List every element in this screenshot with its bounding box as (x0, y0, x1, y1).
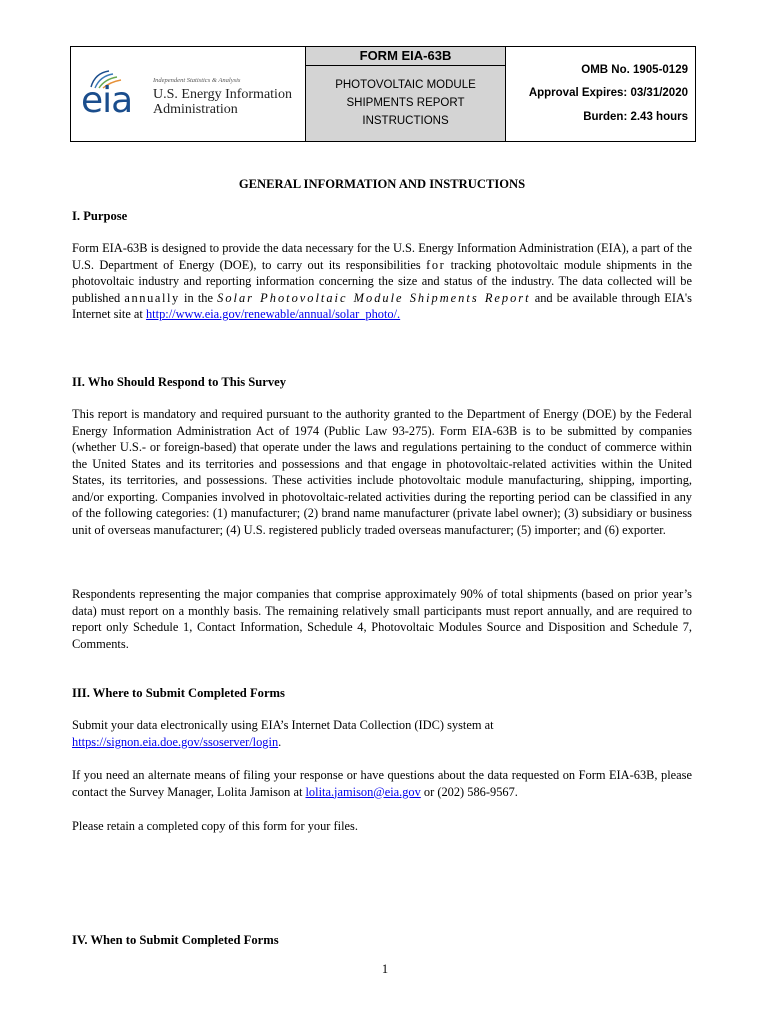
omb-number: OMB No. 1905-0129 (581, 64, 688, 76)
eia-logo (71, 47, 304, 141)
where-text: Submit your data electronically using EIA’s Internet Data Collection (IDC) system at (72, 718, 494, 732)
section-where-para-1 (72, 717, 692, 750)
where-period: . (278, 734, 282, 749)
section-purpose-heading: I. Purpose (72, 209, 128, 223)
page-title: GENERAL INFORMATION AND INSTRUCTIONS (238, 177, 526, 191)
omb-block (505, 47, 695, 141)
purpose-text-c: in the (179, 290, 218, 305)
section-who-para-2: Respondents representing the major companies that comprise approximately 90% of total shipments (based on prior year’s data) must report on a monthly basis. The remaining relatively small participants must report annually, and are required to report only Schedule 1, Contact Information, Schedule 4, Photovoltaic Modules Source and Disposition and Schedule 7, Comments. (72, 587, 692, 651)
purpose-text-annually: annually (124, 290, 180, 305)
agency-name (153, 77, 292, 117)
form-number: FORM EIA-63B (306, 47, 505, 66)
section-where-para-2 (72, 767, 692, 800)
page-number: 1 (381, 962, 389, 976)
burden: Burden: 2.43 hours (583, 111, 688, 123)
form-title-line-1: PHOTOVOLTAIC MODULE (335, 79, 476, 91)
section-who-heading: II. Who Should Respond to This Survey (72, 375, 287, 389)
agency-line-1: U.S. Energy Information (153, 87, 292, 102)
section-where-heading: III. Where to Submit Completed Forms (72, 686, 285, 700)
idc-login-link[interactable]: https://signon.eia.doe.gov/ssoserver/login (72, 734, 279, 749)
email-link[interactable]: lolita.jamison@eia.gov (305, 784, 421, 799)
section-where-para-3: Please retain a completed copy of this form for your files. (72, 819, 358, 833)
section-who-para-1: This report is mandatory and required pursuant to the authority granted to the Department of Energy (DOE) by the Federal Energy Information Administration Act of 1974 (Public Law 93-275). Form EIA-63B is to be submitted by companies (whether U.S.- or foreign-based) that operate under the laws and regulations pertaining to the conduct of commerce within the United States and its territories and possessions and that engage in photovoltaic-related activities within the United States, its territories, and possessions. These activities include photovoltaic module manufacturing, shipping, importing, and/or exporting. Companies involved in photovoltaic-related activities during the reporting period can be classified in any of the following categories: (1) manufacturer; (2) brand name manufacturer (private label owner); (3) subsidiary or business unit of overseas manufacturer; (4) U.S. registered publicly traded overseas manufacturer; (5) importer; and (6) exporter. (72, 407, 692, 537)
purpose-text-b: tracking photovoltaic module shipments in the photovoltaic industry and reporting information concerning the size and status of the industry. The data collected will be published (72, 257, 693, 305)
purpose-text-for: for (426, 257, 446, 272)
purpose-text-d: and be available through EIA's Internet site at (72, 290, 692, 321)
where-phone-text: or (202) 586-9567. (420, 784, 518, 799)
report-name: Solar Photovoltaic Module Shipments Report (217, 290, 531, 305)
where-contact-text: If you need an alternate means of filing your response or have questions about the data requested on Form EIA-63B, please contact the Survey Manager, Lolita Jamison at (72, 768, 692, 799)
approval-expires: Approval Expires: 03/31/2020 (528, 87, 688, 99)
purpose-text-a: Form EIA-63B is designed to provide the data necessary for the U.S. Energy Information Administration (EIA), a part of the U.S. Department of Energy (DOE), to carry out its responsibilities (72, 241, 692, 272)
solar-report-link[interactable]: http://www.eia.gov/renewable/annual/solar_photo/. (145, 307, 401, 321)
form-header (70, 46, 696, 142)
agency-tagline: Independent Statistics & Analysis (153, 77, 241, 84)
form-title-line-2: SHIPMENTS REPORT (346, 97, 465, 109)
section-purpose-text (72, 240, 692, 323)
section-when-heading: IV. When to Submit Completed Forms (72, 933, 279, 947)
agency-line-2: Administration (153, 102, 238, 117)
eia-wordmark: eia (81, 80, 133, 121)
form-title-line-3: INSTRUCTIONS (362, 115, 449, 127)
form-title-block (305, 47, 506, 141)
